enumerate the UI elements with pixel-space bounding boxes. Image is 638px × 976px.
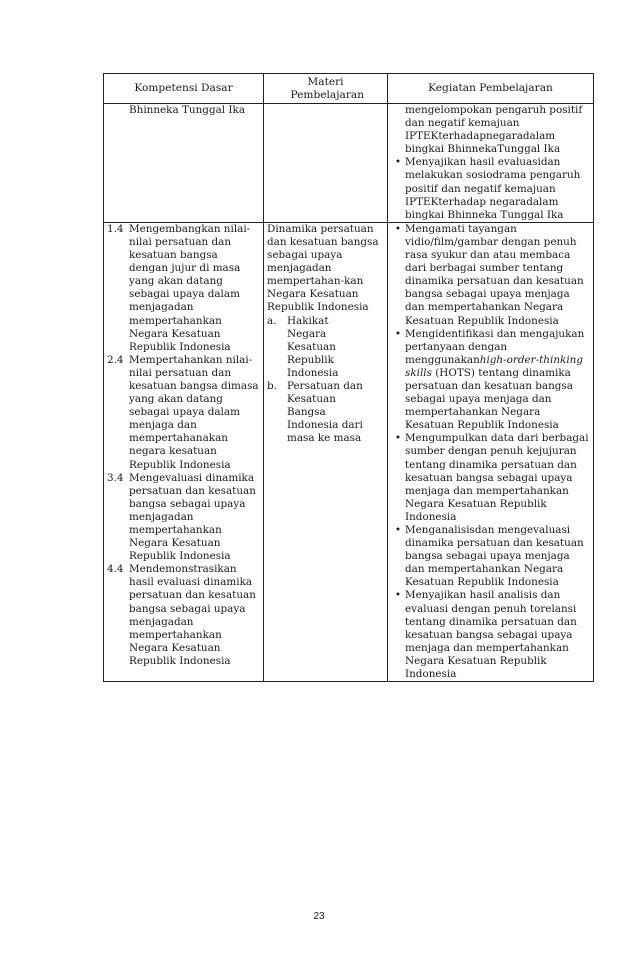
- bullet-icon: •: [394, 524, 402, 536]
- kegiatan-continuation: mengelompokan pengaruh positif dan negatif kemajuan IPTEKterhadapnegaradalam bingkai BhinnekaTunggal Ika: [405, 104, 583, 156]
- materi-item: [267, 315, 384, 380]
- kegiatan-text: Menyajikan hasil evaluasidan melakukan sosiodrama pengaruh positif dan negatif kemajuan IPTEKterhadap negaradalam bingkai Bhinneka Tunggal Ika: [405, 156, 581, 221]
- materi-cell: [264, 104, 388, 223]
- list-item: [391, 223, 590, 328]
- kd-number: 2.4: [107, 353, 124, 366]
- kd-cell: [104, 222, 264, 681]
- kd-item: [107, 354, 260, 472]
- curriculum-table: [103, 73, 594, 682]
- header-kompetensi-dasar: Kompetensi Dasar: [104, 74, 264, 104]
- page-number: 23: [313, 911, 325, 922]
- kd-continuation: Bhinneka Tunggal Ika: [129, 104, 246, 116]
- materi-letter: a.: [267, 314, 277, 327]
- kegiatan-text: Mengumpulkan data dari berbagai sumber dengan penuh kejujuran tentang dinamika persatuan dan kesatuan bangsa sebagai upaya menjaga dan mempertahankan Negara Kesatuan Republik Indonesia: [405, 432, 589, 523]
- kd-text: Mengevaluasi dinamika persatuan dan kesatuan bangsa sebagai upaya menjagadan mempertahankan Negara Kesatuan Republik Indonesia: [129, 471, 256, 563]
- bullet-icon: •: [394, 156, 402, 169]
- list-item: [391, 589, 590, 681]
- kd-text: Mendemonstrasikan hasil evaluasi dinamika persatuan dan kesatuan bangsa sebagai upaya menjagadan mempertahankan Negara Kesatuan Republik Indonesia: [129, 563, 256, 667]
- kegiatan-text: [405, 328, 590, 433]
- list-item: [391, 328, 590, 433]
- kegiatan-text: Menyajikan hasil analisis dan evaluasi dengan penuh torelansi tentang dinamika persatuan dan kesatuan bangsa sebagai upaya menjaga dan mempertahankan Negara Kesatuan Republik Indonesia: [405, 589, 577, 681]
- kegiatan-text-italic: high-order-thinking skills: [405, 353, 583, 379]
- bullet-icon: •: [394, 327, 402, 340]
- bullet-icon: •: [394, 432, 402, 445]
- materi-item: [267, 380, 384, 445]
- kd-item: [107, 472, 260, 564]
- kd-number: 4.4: [107, 563, 124, 576]
- list-item: [391, 432, 590, 524]
- kd-item: [107, 223, 260, 354]
- header-materi-pembelajaran: [264, 74, 388, 104]
- kegiatan-text: Menganalisisdan mengevaluasi dinamika persatuan dan kesatuan bangsa sebagai upaya menjaga dan mempertahankan Negara Kesatuan Republik Indonesia: [405, 524, 584, 589]
- kegiatan-cell: [388, 104, 594, 223]
- kd-cell: [104, 104, 264, 223]
- bullet-icon: •: [394, 589, 402, 602]
- materi-intro: Dinamika persatuan dan kesatuan bangsa sebagai upaya menjagadan mempertahan-kan Negara Kesatuan Republik Indonesia: [267, 222, 379, 314]
- kd-text: Mempertahankan nilai-nilai persatuan dan kesatuan bangsa dimasa yang akan datang sebagai upaya dalam menjaga dan mempertahanakan negara kesatuan Republik Indonesia: [129, 353, 259, 471]
- table-header-row: [104, 74, 594, 104]
- materi-letter: b.: [267, 379, 277, 392]
- materi-text: Hakikat Negara Kesatuan Republik Indonesia: [287, 314, 339, 379]
- kd-text: Mengembangkan nilai-nilai persatuan dan kesatuan bangsa dengan jujur di masa yang akan datang sebagai upaya dalam menjagadan mempertahankan Negara Kesatuan Republik Indonesia: [129, 222, 251, 353]
- materi-cell: [264, 222, 388, 681]
- kegiatan-cell: [388, 222, 594, 681]
- table-row: [104, 104, 594, 223]
- kegiatan-text-pre: Mengidentifikasi dan mengajukan pertanyaan dengan menggunakan: [405, 327, 585, 366]
- list-item: [391, 156, 590, 221]
- header-kegiatan-pembelajaran: Kegiatan Pembelajaran: [388, 74, 594, 104]
- kd-number: 3.4: [107, 471, 124, 484]
- kd-number: 1.4: [107, 222, 124, 235]
- materi-text: Persatuan dan Kesatuan Bangsa Indonesia dari masa ke masa: [287, 379, 363, 445]
- kegiatan-text-post: (HOTS) tentang dinamika persatuan dan kesatuan bangsa sebagai upaya menjaga dan mempertahankan Negara Kesatuan Republik Indonesia: [405, 366, 573, 432]
- table-row: [104, 222, 594, 681]
- header-materi-text: Materi Pembelajaran: [290, 75, 365, 101]
- kd-item: [107, 563, 260, 668]
- list-item: [391, 524, 590, 589]
- bullet-icon: •: [394, 222, 402, 235]
- kegiatan-text: Mengamati tayangan vidio/film/gambar dengan penuh rasa syukur dan atau membaca dari berbagai sumber tentang dinamika persatuan dan kesatuan bangsa sebagai upaya menjaga dan mempertahankan Negara Kesatuan Republik Indonesia: [405, 222, 584, 327]
